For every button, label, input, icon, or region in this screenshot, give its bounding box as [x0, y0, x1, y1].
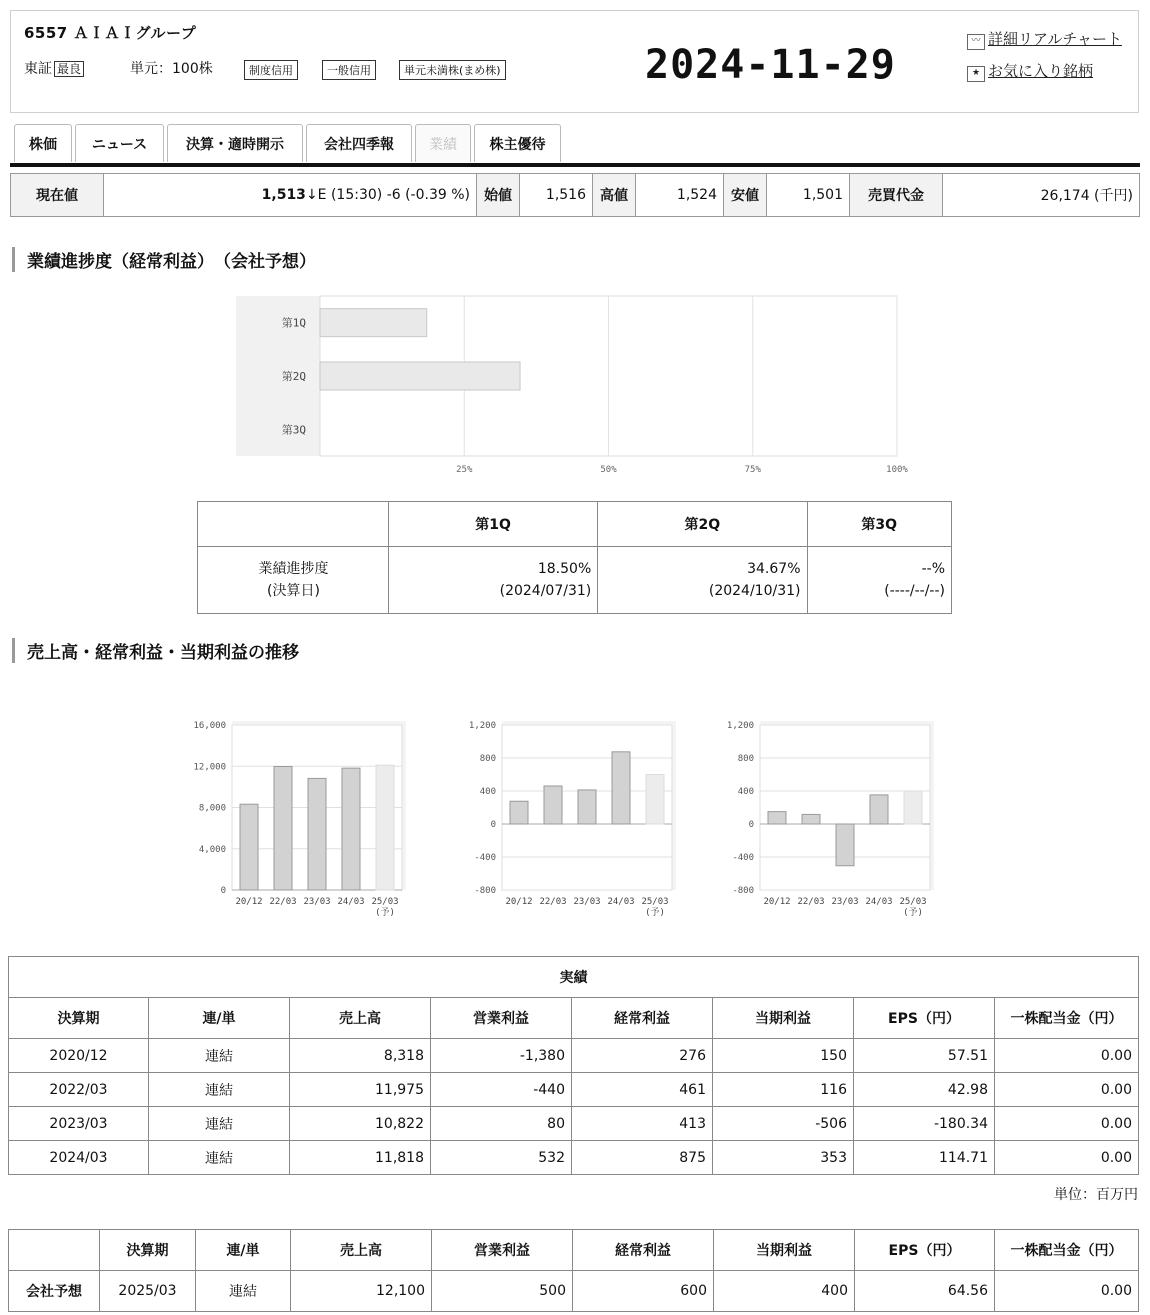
- sales-chart: [180, 715, 420, 940]
- trend-x-tick: 24/03: [865, 897, 893, 907]
- trend-bar: [768, 812, 786, 824]
- trend-bar: [240, 804, 258, 890]
- progress-chart-label-area: [236, 296, 320, 456]
- trend-y-tick: -800: [474, 886, 496, 896]
- table-cell: 80: [431, 1107, 572, 1141]
- tab-underline: [10, 163, 1140, 167]
- trend-x-tick: 20/12: [235, 897, 263, 907]
- table-cell: 2023/03: [9, 1107, 149, 1141]
- trend-forecast-note: (予): [375, 908, 395, 918]
- margin-tag-general: 一般信用: [322, 60, 376, 80]
- table-cell: 11,818: [290, 1141, 431, 1175]
- trend-bar: [802, 814, 820, 824]
- trend-forecast-bar: [646, 775, 664, 825]
- high-value: 1,524: [636, 174, 724, 217]
- progress-x-tick: 25%: [456, 465, 473, 475]
- forecast-header-7: EPS（円）: [855, 1230, 995, 1271]
- open-label: 始値: [477, 174, 520, 217]
- favorite-link[interactable]: ★ お気に入り銘柄: [967, 60, 1093, 82]
- trend-y-tick: -400: [474, 853, 496, 863]
- trading-unit: 単元：100株: [130, 61, 213, 77]
- table-cell: 0.00: [995, 1073, 1139, 1107]
- trend-y-tick: 400: [737, 787, 754, 797]
- tab-performance[interactable]: 業績: [415, 124, 471, 162]
- forecast-row-label: 会社予想: [9, 1271, 100, 1312]
- table-cell: 連結: [149, 1039, 290, 1073]
- forecast-header-5: 経常利益: [573, 1230, 714, 1271]
- odd-lot-tag: 単元未満株(まめ株): [399, 60, 506, 80]
- progress-category-label: 第1Q: [281, 316, 306, 330]
- chart-icon: 〰: [967, 34, 985, 50]
- trend-y-tick: 1,200: [468, 721, 496, 731]
- progress-chart: [230, 290, 930, 485]
- results-header-5: 当期利益: [713, 998, 854, 1039]
- results-header-4: 経常利益: [572, 998, 713, 1039]
- table-cell: 2020/12: [9, 1039, 149, 1073]
- results-header-3: 営業利益: [431, 998, 572, 1039]
- trend-x-tick: 24/03: [607, 897, 635, 907]
- table-cell: 連結: [196, 1271, 291, 1312]
- trend-x-tick: 23/03: [831, 897, 859, 907]
- trend-y-tick: 0: [220, 886, 226, 896]
- turnover-label: 売買代金: [850, 174, 943, 217]
- quote-table: [10, 173, 1140, 217]
- progress-bar: [320, 362, 520, 390]
- current-price-label: 現在値: [11, 174, 104, 217]
- results-header-6: EPS（円）: [854, 998, 995, 1039]
- table-cell: 2025/03: [100, 1271, 196, 1312]
- current-price-cell: [104, 174, 477, 217]
- trend-y-tick: -800: [732, 886, 754, 896]
- low-label: 安値: [724, 174, 767, 217]
- progress-section-title: 業績進捗度（経常利益） （会社予想）: [12, 247, 316, 272]
- table-row: [9, 1039, 1139, 1073]
- table-cell: 413: [572, 1107, 713, 1141]
- progress-table: [197, 501, 952, 614]
- forecast-header-0: [9, 1230, 100, 1271]
- trend-bar: [612, 752, 630, 824]
- trend-y-tick: 8,000: [198, 803, 226, 814]
- tab-stock-price[interactable]: 株価: [14, 124, 72, 162]
- trend-bar: [870, 795, 888, 824]
- table-cell: 8,318: [290, 1039, 431, 1073]
- results-table: [8, 956, 1139, 1175]
- progress-table-corner: [198, 502, 389, 547]
- trend-y-tick: 12,000: [193, 762, 226, 773]
- high-label: 高値: [593, 174, 636, 217]
- trend-x-tick: 23/03: [303, 897, 331, 907]
- table-cell: 連結: [149, 1141, 290, 1175]
- table-cell: 2022/03: [9, 1073, 149, 1107]
- trend-x-tick: 22/03: [539, 897, 567, 907]
- table-row: [9, 1073, 1139, 1107]
- tab-shikiho[interactable]: 会社四季報: [306, 124, 412, 162]
- results-header-7: 一株配当金（円）: [995, 998, 1139, 1039]
- favorite-icon: ★: [967, 66, 985, 82]
- table-cell: 12,100: [291, 1271, 432, 1312]
- forecast-header-6: 当期利益: [714, 1230, 855, 1271]
- progress-header-q2: 第2Q: [598, 502, 807, 547]
- table-cell: 500: [432, 1271, 573, 1312]
- trend-y-tick: -400: [732, 853, 754, 863]
- forecast-header-4: 営業利益: [432, 1230, 573, 1271]
- progress-cell-q3: --% (----/--/--): [807, 547, 952, 614]
- trend-bar: [510, 801, 528, 824]
- stock-name: ＡＩＡＩグループ: [73, 24, 197, 42]
- progress-header-q3: 第3Q: [807, 502, 952, 547]
- trend-bar: [578, 790, 596, 824]
- forecast-table: [8, 1229, 1139, 1312]
- results-header-0: 決算期: [9, 998, 149, 1039]
- trend-y-tick: 0: [490, 820, 496, 830]
- trend-y-tick: 800: [737, 754, 754, 764]
- table-cell: 532: [431, 1141, 572, 1175]
- trend-x-tick: 22/03: [797, 897, 825, 907]
- price-change: E (15:30) -6 (-0.39 %): [317, 187, 470, 203]
- forecast-header-3: 売上高: [291, 1230, 432, 1271]
- trend-y-tick: 400: [479, 787, 496, 797]
- trend-x-tick: 20/12: [763, 897, 791, 907]
- trend-forecast-bar: [376, 765, 394, 890]
- page-date: 2024-11-29: [645, 42, 896, 88]
- trend-x-tick: 24/03: [337, 897, 365, 907]
- trend-bar: [342, 768, 360, 890]
- table-cell: 11,975: [290, 1073, 431, 1107]
- progress-header-q1: 第1Q: [389, 502, 598, 547]
- market-mark: 最良: [54, 61, 84, 77]
- table-cell: 150: [713, 1039, 854, 1073]
- turnover-value: 26,174 (千円): [943, 174, 1140, 217]
- table-cell: 42.98: [854, 1073, 995, 1107]
- trend-x-tick: 22/03: [269, 897, 297, 907]
- progress-cell-q1: 18.50% (2024/07/31): [389, 547, 598, 614]
- progress-x-tick: 75%: [744, 465, 761, 475]
- stock-title: [24, 22, 196, 43]
- table-cell: 353: [713, 1141, 854, 1175]
- table-cell: 64.56: [855, 1271, 995, 1312]
- table-cell: 116: [713, 1073, 854, 1107]
- trend-forecast-note: (予): [903, 908, 923, 918]
- unit-note: 単位：百万円: [1054, 1187, 1138, 1203]
- tab-news[interactable]: ニュース: [75, 124, 164, 162]
- progress-cell-q2: 34.67% (2024/10/31): [598, 547, 807, 614]
- progress-x-tick: 50%: [600, 465, 617, 475]
- table-cell: 0.00: [995, 1107, 1139, 1141]
- forecast-row: [9, 1271, 1139, 1312]
- progress-row-label: 業績進捗度 (決算日): [198, 547, 389, 614]
- trend-bar: [308, 778, 326, 890]
- table-cell: -180.34: [854, 1107, 995, 1141]
- forecast-header-2: 連/単: [196, 1230, 291, 1271]
- current-price: 1,513: [261, 187, 306, 203]
- trend-forecast-bar: [904, 791, 922, 824]
- results-header-2: 売上高: [290, 998, 431, 1039]
- trend-forecast-note: (予): [645, 908, 665, 918]
- table-cell: 0.00: [995, 1271, 1139, 1312]
- trend-y-tick: 4,000: [198, 844, 226, 855]
- progress-bar: [320, 309, 427, 337]
- table-cell: 0.00: [995, 1141, 1139, 1175]
- table-cell: 600: [573, 1271, 714, 1312]
- down-arrow-icon: ↓: [305, 187, 318, 203]
- results-caption: 実績: [9, 957, 1139, 998]
- trend-x-tick: 20/12: [505, 897, 533, 907]
- table-cell: -440: [431, 1073, 572, 1107]
- net-profit-chart: [708, 715, 958, 940]
- trend-x-tick: 23/03: [573, 897, 601, 907]
- table-cell: -506: [713, 1107, 854, 1141]
- table-row: [9, 1107, 1139, 1141]
- trend-x-tick: 25/03: [641, 897, 669, 907]
- table-cell: 0.00: [995, 1039, 1139, 1073]
- trend-section-title: 売上高・経常利益・当期利益の推移: [12, 638, 299, 663]
- forecast-header-8: 一株配当金（円）: [995, 1230, 1139, 1271]
- low-value: 1,501: [767, 174, 850, 217]
- ordinary-profit-chart: [450, 715, 690, 940]
- tab-disclosures[interactable]: 決算・適時開示: [167, 124, 303, 162]
- exchange-info: [24, 58, 84, 78]
- realtime-chart-link[interactable]: 〰 詳細リアルチャート: [967, 28, 1122, 50]
- trend-y-tick: 16,000: [193, 721, 226, 731]
- table-cell: 400: [714, 1271, 855, 1312]
- table-cell: 連結: [149, 1073, 290, 1107]
- exchange-label: 東証: [24, 61, 52, 77]
- trend-y-tick: 1,200: [726, 721, 754, 731]
- open-value: 1,516: [520, 174, 593, 217]
- trend-x-tick: 25/03: [371, 897, 399, 907]
- results-header-1: 連/単: [149, 998, 290, 1039]
- table-cell: 461: [572, 1073, 713, 1107]
- trend-y-tick: 0: [748, 820, 754, 830]
- table-cell: -1,380: [431, 1039, 572, 1073]
- trend-bar: [274, 767, 292, 890]
- table-cell: 276: [572, 1039, 713, 1073]
- forecast-header-1: 決算期: [100, 1230, 196, 1271]
- table-cell: 114.71: [854, 1141, 995, 1175]
- trend-bar: [544, 786, 562, 824]
- table-cell: 875: [572, 1141, 713, 1175]
- table-cell: 2024/03: [9, 1141, 149, 1175]
- margin-tag-system: 制度信用: [244, 60, 298, 80]
- progress-category-label: 第2Q: [281, 370, 306, 383]
- table-row: [9, 1141, 1139, 1175]
- stock-code: 6557: [24, 24, 68, 42]
- table-cell: 57.51: [854, 1039, 995, 1073]
- trend-x-tick: 25/03: [899, 897, 927, 907]
- trend-y-tick: 800: [479, 754, 496, 764]
- tab-shareholder-benefits[interactable]: 株主優待: [474, 124, 561, 162]
- trend-bar: [836, 824, 854, 866]
- progress-category-label: 第3Q: [281, 423, 306, 437]
- table-cell: 10,822: [290, 1107, 431, 1141]
- progress-x-tick: 100%: [886, 465, 908, 475]
- table-cell: 連結: [149, 1107, 290, 1141]
